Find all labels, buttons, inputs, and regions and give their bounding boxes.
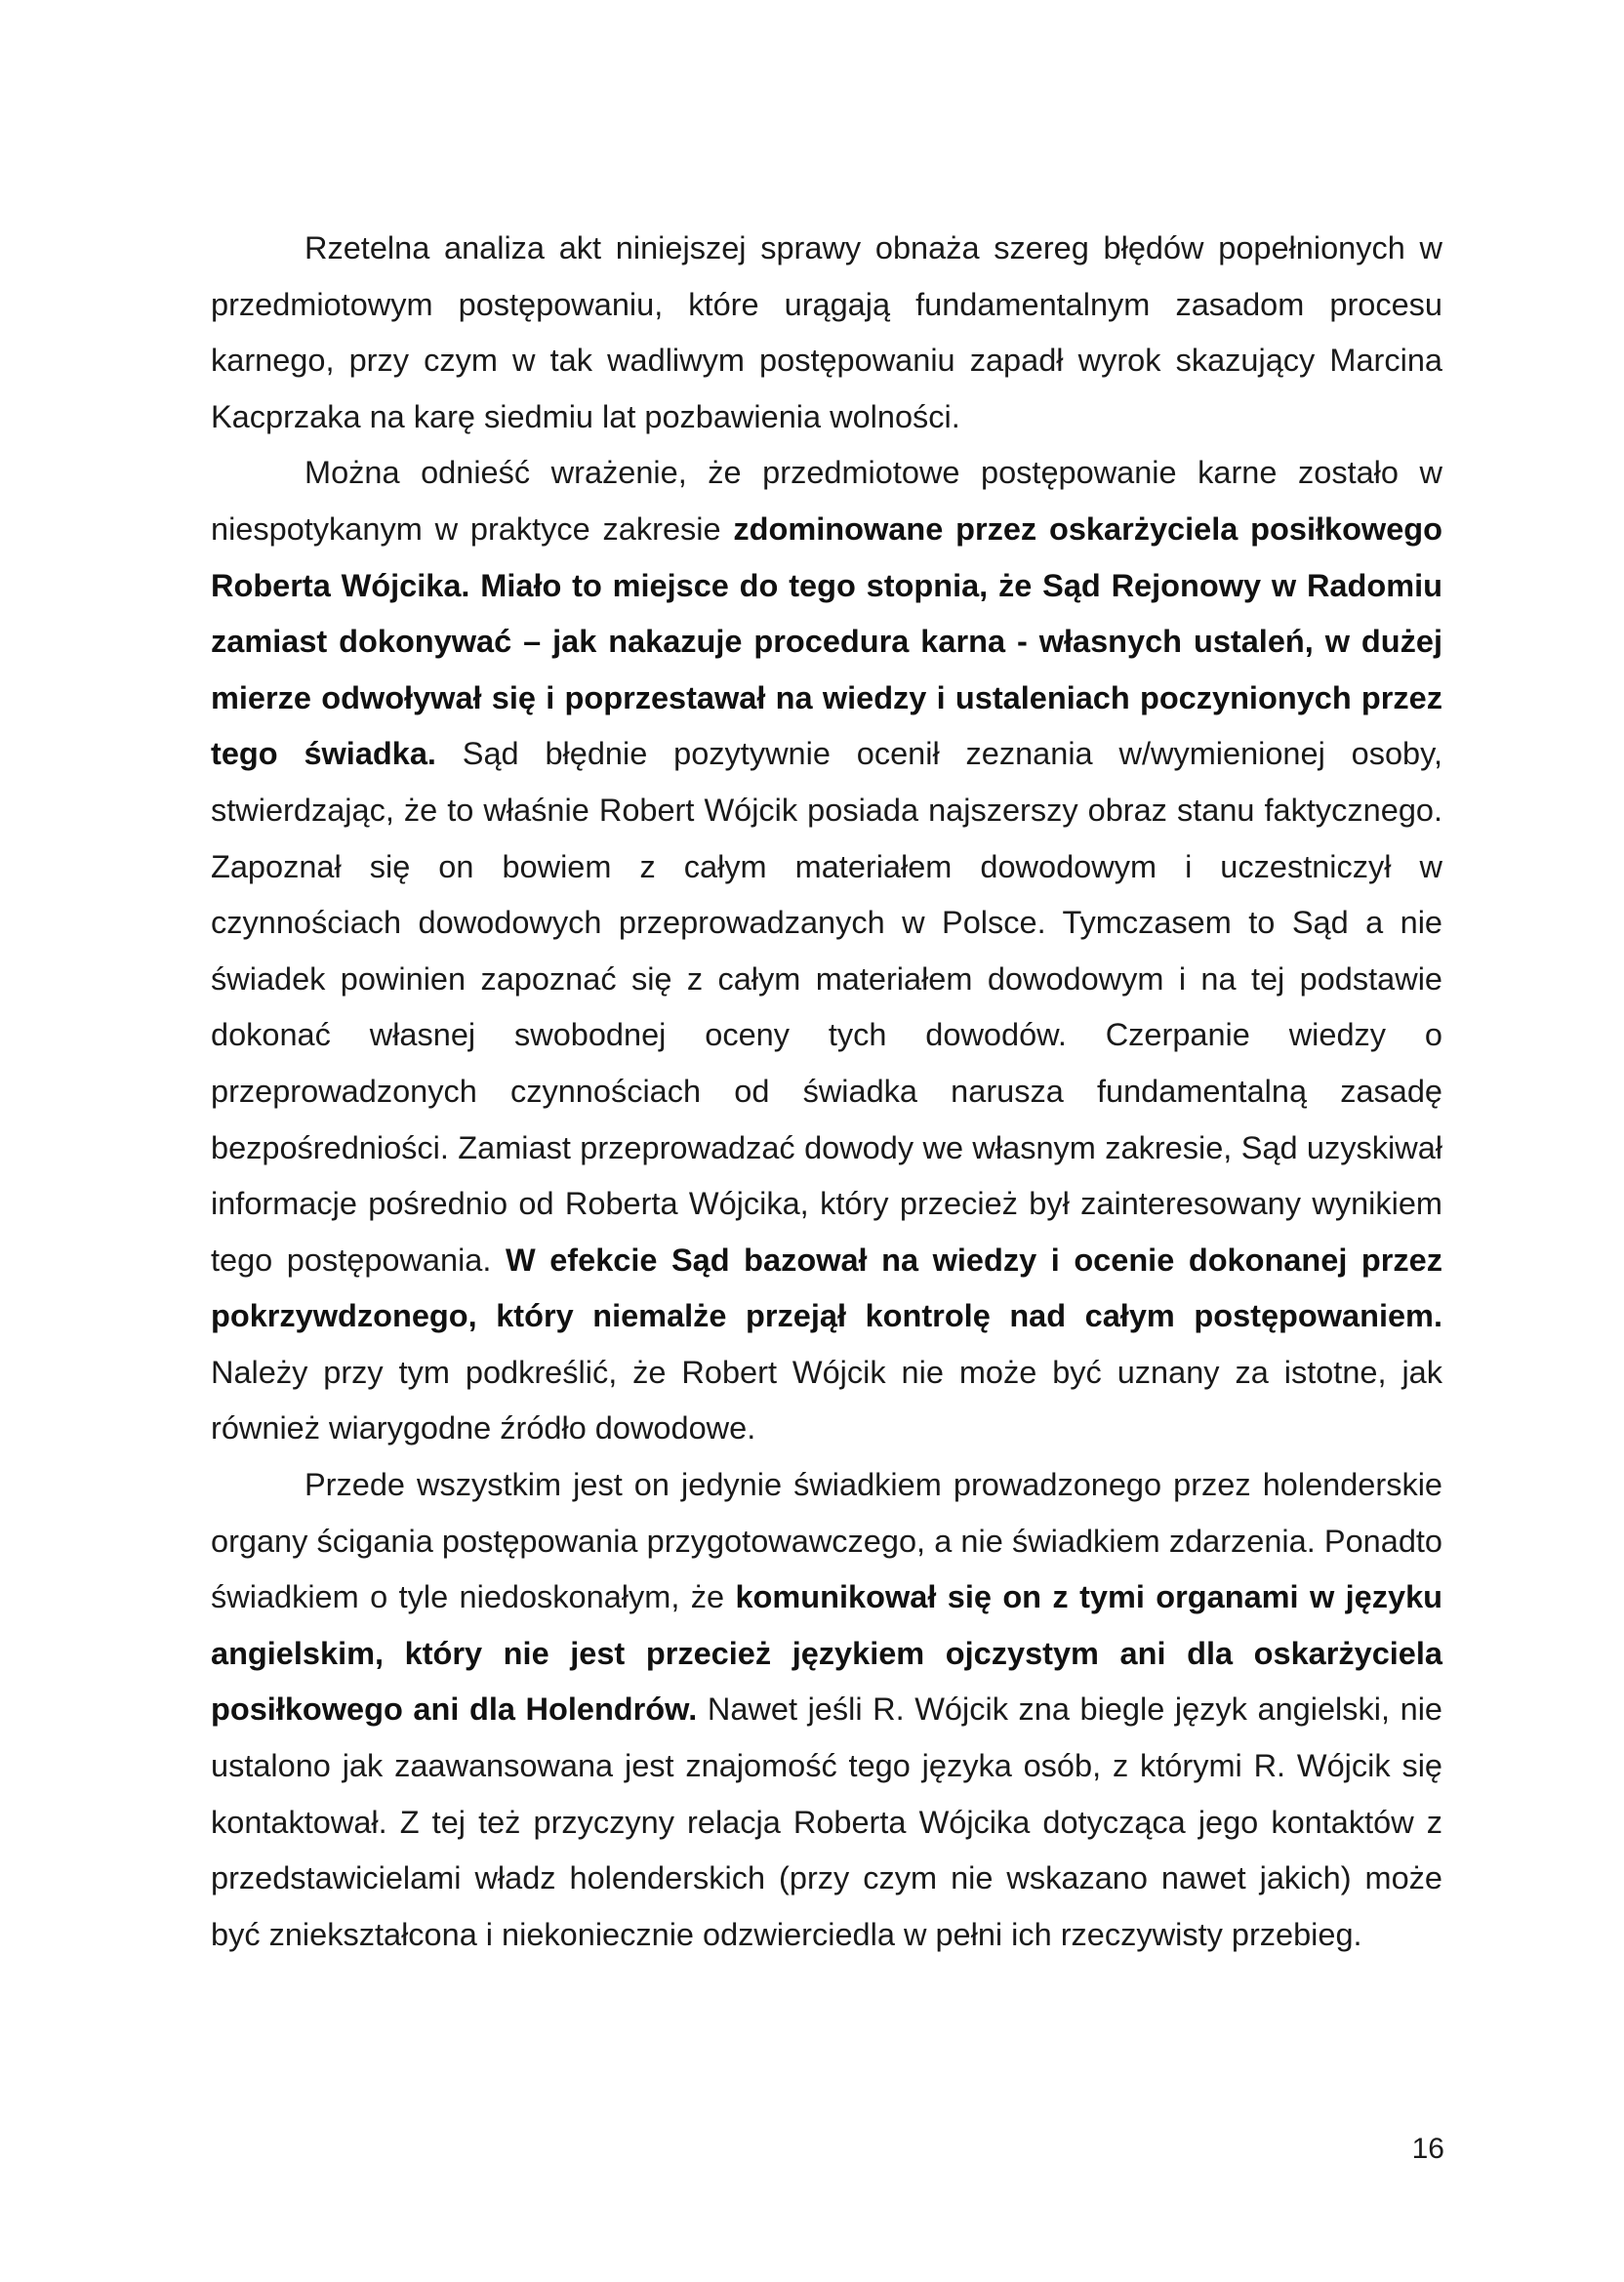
paragraph-2-bold-run-1: zdominowane przez oskarżyciela posiłkowego Roberta Wójcika. Miało to miejsce do tego stopnia, że Sąd Rejonowy w Radomiu zamiast dokonywać – jak nakazuje procedura karna - własnych ustaleń, w dużej mierze odwoływał się i poprzestawał na wiedzy i ustaleniach poczynionych przez tego świadka. xyxy=(211,510,1442,772)
body-text xyxy=(211,221,1442,1963)
paragraph-2-run-2: Sąd błędnie pozytywnie ocenił zeznania w/wymienionej osoby, stwierdzając, że to właśnie Robert Wójcik posiada najszerszy obraz stanu faktycznego. Zapoznał się on bowiem z całym materiałem dowodowym i uczestniczył w czynnościach dowodowych przeprowadzanych w Polsce. Tymczasem to Sąd a nie świadek powinien zapoznać się z całym materiałem dowodowym i na tej podstawie dokonać własnej swobodnej oceny tych dowodów. Czerpanie wiedzy o przeprowadzonych czynnościach od świadka narusza fundamentalną zasadę bezpośredniości. Zamiast przeprowadzać dowody we własnym zakresie, Sąd uzyskiwał informacje pośrednio od Roberta Wójcika, który przecież był zainteresowany wynikiem tego postępowania. xyxy=(211,736,1442,1278)
page-number: 16 xyxy=(1411,2133,1444,2165)
paragraph-1 xyxy=(211,221,1442,445)
paragraph-1-run-1: Rzetelna analiza akt niniejszej sprawy obnaża szereg błędów popełnionych w przedmiotowym postępowaniu, które urągają fundamentalnym zasadom procesu karnego, przy czym w tak wadliwym postępowaniu zapadł wyrok skazujący Marcina Kacprzaka na karę siedmiu lat pozbawienia wolności. xyxy=(211,230,1442,434)
paragraph-2-run-3: Należy przy tym podkreślić, że Robert Wójcik nie może być uznany za istotne, jak również wiarygodne źródło dowodowe. xyxy=(211,1354,1442,1447)
paragraph-2 xyxy=(211,445,1442,1457)
paragraph-3-bold-run-1: komunikował się on z tymi organami w języku angielskim, który nie jest przecież językiem ojczystym ani dla oskarżyciela posiłkowego ani dla Holendrów. xyxy=(211,1579,1442,1728)
paragraph-2-bold-run-2: W efekcie Sąd bazował na wiedzy i ocenie dokonanej przez pokrzywdzonego, który niemalże przejął kontrolę nad całym postępowaniem. xyxy=(211,1242,1442,1334)
paragraph-2-run-1: Można odnieść wrażenie, że przedmiotowe postępowanie karne zostało w niespotykanym w praktyce zakresie xyxy=(211,455,1442,547)
paragraph-3-run-1: Przede wszystkim jest on jedynie świadkiem prowadzonego przez holenderskie organy ścigania postępowania przygotowawczego, a nie świadkiem zdarzenia. Ponadto świadkiem o tyle niedoskonałym, że xyxy=(211,1467,1442,1615)
paragraph-3 xyxy=(211,1457,1442,1963)
paragraph-3-run-2: Nawet jeśli R. Wójcik zna biegle język angielski, nie ustalono jak zaawansowana jest znajomość tego języka osób, z którymi R. Wójcik się kontaktował. Z tej też przyczyny relacja Roberta Wójcika dotycząca jego kontaktów z przedstawicielami władz holenderskich (przy czym nie wskazano nawet jakich) może być zniekształcona i niekoniecznie odzwierciedla w pełni ich rzeczywisty przebieg. xyxy=(211,1691,1442,1952)
